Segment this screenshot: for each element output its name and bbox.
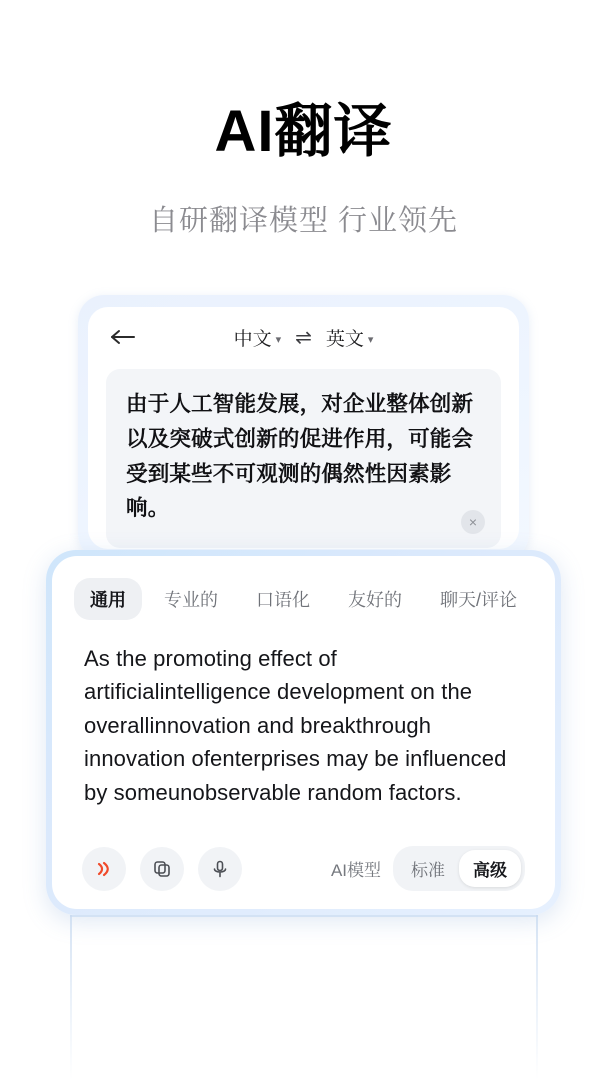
source-card <box>88 307 519 549</box>
tab-chat-comment[interactable]: 聊天/评论 <box>440 590 518 610</box>
tab-general[interactable]: 通用 <box>74 578 142 620</box>
speaker-icon[interactable] <box>82 847 126 891</box>
tab-friendly[interactable]: 友好的 <box>348 590 402 610</box>
result-card-glow <box>46 550 561 915</box>
tab-professional[interactable]: 专业的 <box>164 590 218 610</box>
target-language-label: 英文 <box>325 328 364 350</box>
chevron-down-icon-2: ▾ <box>367 333 374 346</box>
result-footer <box>52 846 555 891</box>
model-option-advanced[interactable]: 高级 <box>459 850 521 887</box>
chevron-down-icon: ▾ <box>275 333 282 346</box>
translation-text: As the promoting effect of artificialintelligence development on the overallinnovation and breakthrough innovation ofenterprises may be influenced by someunobservable random factors. <box>84 646 507 805</box>
clear-input-button[interactable]: × <box>461 510 485 534</box>
source-language-select[interactable] <box>234 324 282 351</box>
page-subtitle: 自研翻译模型 行业领先 <box>148 204 459 237</box>
ghost-card-top-edge <box>70 915 538 917</box>
model-option-standard[interactable]: 标准 <box>411 861 445 880</box>
language-selectors <box>88 324 519 351</box>
source-text-box[interactable] <box>106 369 501 548</box>
model-label: AI模型 <box>330 861 381 880</box>
page-title: AI翻译 <box>214 99 393 164</box>
microphone-icon[interactable] <box>198 847 242 891</box>
swap-languages-icon[interactable]: ⇌ <box>295 326 312 349</box>
back-arrow-icon[interactable] <box>108 322 138 352</box>
source-language-label: 中文 <box>233 328 272 350</box>
language-bar <box>88 307 519 367</box>
result-card <box>52 556 555 909</box>
target-language-select[interactable] <box>326 324 374 351</box>
source-text: 由于人工智能发展，对企业整体创新以及突破式创新的促进作用，可能会受到某些不可观测的偶然性因素影响。 <box>126 392 474 521</box>
copy-icon[interactable] <box>140 847 184 891</box>
source-card-glow <box>78 295 529 560</box>
ghost-card-right-edge <box>536 915 538 1080</box>
model-selector <box>331 846 525 891</box>
style-tabs <box>52 556 555 620</box>
model-segmented-control <box>393 846 525 891</box>
ghost-card-left-edge <box>70 915 72 1080</box>
tab-colloquial[interactable]: 口语化 <box>256 590 310 610</box>
